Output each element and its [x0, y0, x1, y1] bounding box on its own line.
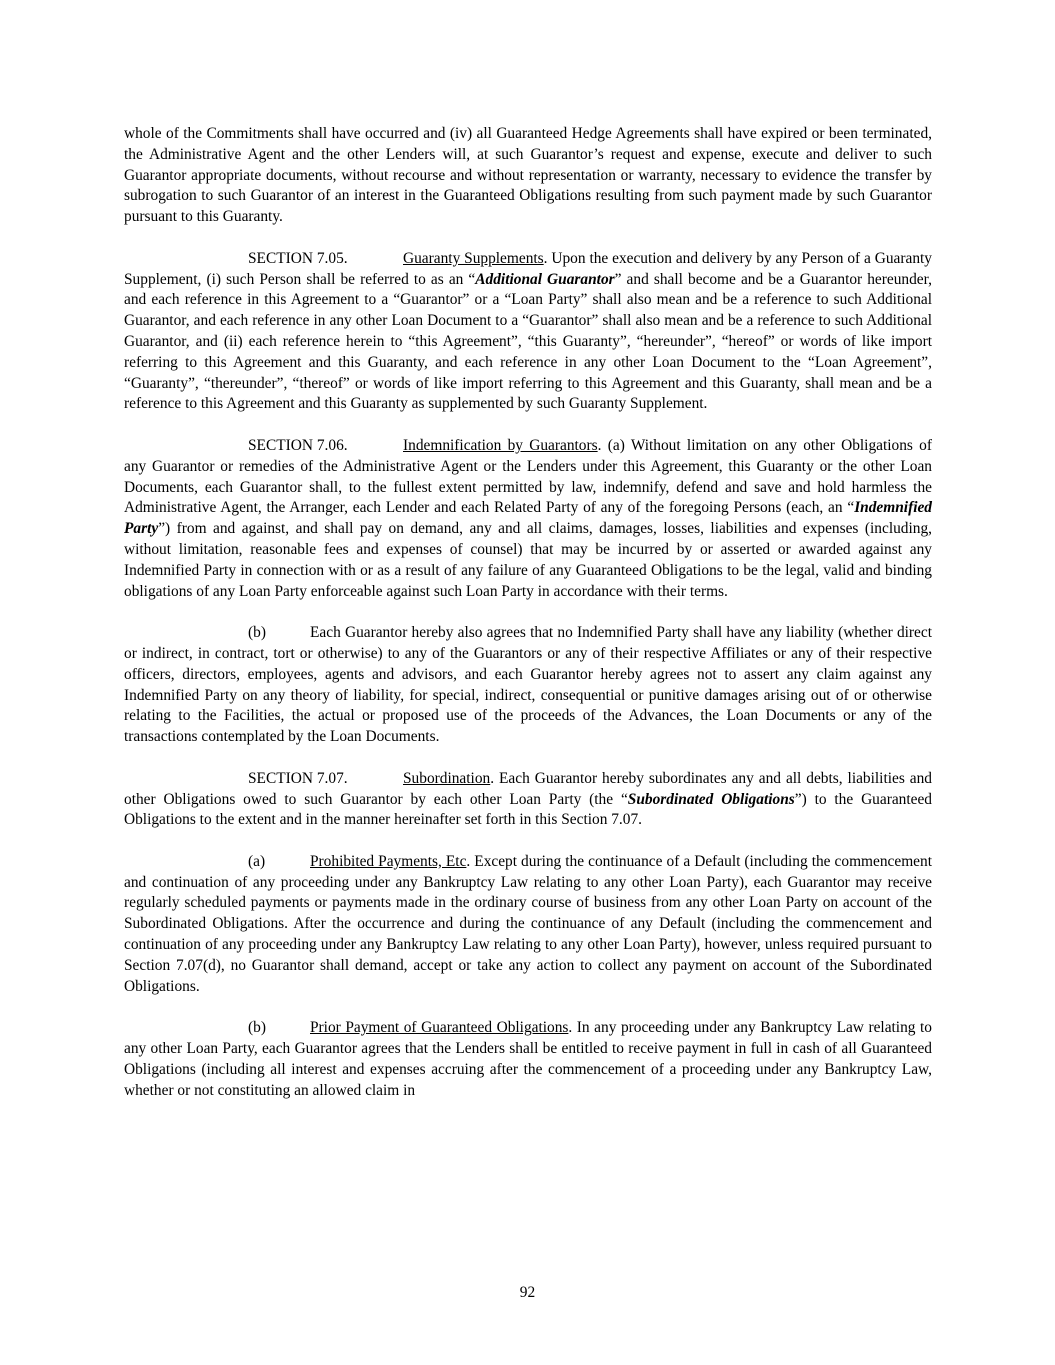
defined-term: Additional Guarantor	[475, 270, 615, 288]
page-number: 92	[519, 1284, 536, 1301]
defined-term: Indemnified Party	[124, 499, 932, 538]
document-page	[124, 124, 932, 1122]
section-7-07-a: (a) Prohibited Payments, Etc. Except during the continuance of a Default (including the commencement and continuation of any proceeding under any Bankruptcy Law relating to any other Loan Party), each Guarantor may receive regularly scheduled payments or payments made in the ordinary course of business from any other Loan Party on account of the Subordinated Obligations. After the occurrence and during the continuance of any Default (including the commencement and continuation of any proceeding under any Bankruptcy Law relating to any other Loan Party), however, unless required pursuant to Section 7.07(d), no Guarantor shall demand, accept or take any action to collect any payment on account of the Subordinated Obligations.	[124, 852, 932, 995]
section-number: SECTION 7.06.	[248, 436, 348, 454]
defined-term: Subordinated Obligations	[627, 790, 795, 808]
clause-heading: Prohibited Payments, Etc	[310, 852, 467, 870]
section-7-05: SECTION 7.05. Guaranty Supplements. Upon the execution and delivery by any Person of a Guaranty Supplement, (i) such Person shall be referred to as an “Additional Guarantor” and shall become and be a Guarantor hereunder, and each reference in this Agreement to a “Guarantor” or a “Loan Party” shall also mean and be a reference to such Additional Guarantor, and each reference in any other Loan Document to a “Guarantor” shall also mean and be a reference to such Additional Guarantor, and (ii) each reference herein to “this Agreement”, “this Guaranty”, “hereunder”, “hereof” or words of like import referring to this Agreement and this Guaranty, and each reference in any other Loan Document to the “Loan Agreement”, “Guaranty”, “thereunder”, “thereof” or words of like import referring to this Agreement and this Guaranty, shall mean and be a reference to this Agreement and this Guaranty as supplemented by such Guaranty Supplement.	[124, 249, 932, 413]
section-7-06: SECTION 7.06. Indemnification by Guarantors. (a) Without limitation on any other Obligations of any Guarantor or remedies of the Administrative Agent or the Lenders under this Agreement, this Guaranty or the other Loan Documents, each Guarantor shall, to the fullest extent permitted by law, indemnify, defend and save and hold harmless the Administrative Agent, the Arranger, each Lender and each Related Party of any of the foregoing Persons (each, an “Indemnified Party”) from and against, and shall pay on demand, any and all claims, damages, losses, liabilities and expenses (including, without limitation, reasonable fees and expenses of counsel) that may be incurred by or asserted or awarded against any Indemnified Party in connection with or as a result of any failure of any Guaranteed Obligations to be the legal, valid and binding obligations of any Loan Party enforceable against such Loan Party in accordance with their terms.	[124, 436, 933, 600]
section-number: SECTION 7.07.	[248, 769, 348, 787]
clause-heading: Prior Payment of Guaranteed Obligations	[310, 1019, 569, 1037]
section-number: SECTION 7.05.	[248, 249, 348, 267]
clause-label: (b)	[248, 624, 266, 642]
section-heading: Guaranty Supplements	[403, 249, 544, 267]
paragraph-continuation: whole of the Commitments shall have occurred and (iv) all Guaranteed Hedge Agreements shall have expired or been terminated, the Administrative Agent and the other Lenders will, at such Guarantor’s request and expense, execute and deliver to such Guarantor appropriate documents, without recourse and without representation or warranty, necessary to evidence the transfer by subrogation to such Guarantor of an interest in the Guaranteed Obligations resulting from such payment made by such Guarantor pursuant to this Guaranty.	[124, 125, 932, 226]
section-7-07: SECTION 7.07. Subordination. Each Guarantor hereby subordinates any and all debts, liabilities and other Obligations owed to such Guarantor by each other Loan Party (the “Subordinated Obligations”) to the Guaranteed Obligations to the extent and in the manner hereinafter set forth in this Section 7.07.	[124, 769, 932, 829]
clause-label: (a)	[248, 852, 266, 870]
section-7-07-b: (b) Prior Payment of Guaranteed Obligations. In any proceeding under any Bankruptcy Law relating to any other Loan Party, each Guarantor agrees that the Lenders shall be entitled to receive payment in full in cash of all Guaranteed Obligations (including all interest and expenses accruing after the commencement of a proceeding under any Bankruptcy Law, whether or not constituting an allowed claim in	[124, 1019, 932, 1099]
section-heading: Indemnification by Guarantors	[403, 436, 598, 454]
section-heading: Subordination	[403, 769, 491, 787]
clause-label: (b)	[248, 1019, 266, 1037]
section-7-06-b: (b) Each Guarantor hereby also agrees that no Indemnified Party shall have any liability (whether direct or indirect, in contract, tort or otherwise) to any of the Guarantors or any of their respective Affiliates or any of their respective officers, directors, employees, agents and advisors, and each Guarantor hereby agrees not to assert any claim against any Indemnified Party on any theory of liability, for special, indirect, consequential or punitive damages arising out of or otherwise relating to the Facilities, the actual or proposed use of the proceeds of the Advances, the Loan Documents or any of the transactions contemplated by the Loan Documents.	[124, 624, 932, 746]
